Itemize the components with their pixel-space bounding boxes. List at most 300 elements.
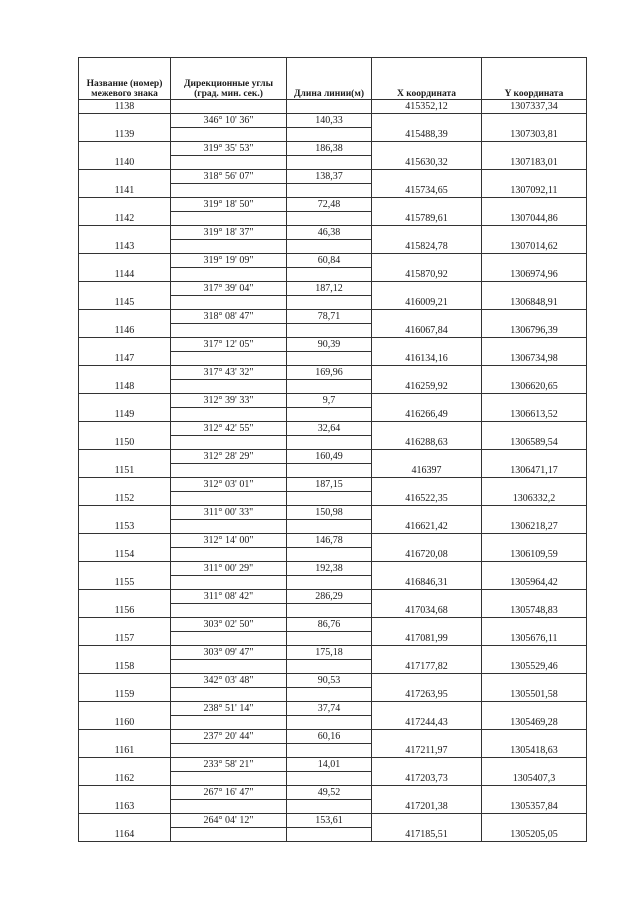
point-name: 1140 bbox=[79, 156, 171, 170]
y-coordinate: 1306620,65 bbox=[482, 380, 587, 394]
x-coordinate bbox=[372, 254, 482, 268]
boundary-point-row bbox=[79, 548, 587, 562]
x-coordinate: 417177,82 bbox=[372, 660, 482, 674]
angle-cell bbox=[171, 828, 287, 842]
y-coordinate bbox=[482, 618, 587, 632]
line-length: 37,74 bbox=[287, 702, 372, 716]
length-cell bbox=[287, 240, 372, 254]
line-length: 90,53 bbox=[287, 674, 372, 688]
direction-angle: 317° 12' 05" bbox=[171, 338, 287, 352]
angle-cell bbox=[171, 184, 287, 198]
x-coordinate bbox=[372, 814, 482, 828]
x-coordinate bbox=[372, 758, 482, 772]
boundary-line-row bbox=[79, 198, 587, 212]
boundary-line-row bbox=[79, 226, 587, 240]
length-cell bbox=[287, 408, 372, 422]
point-name: 1153 bbox=[79, 520, 171, 534]
angle-cell bbox=[171, 800, 287, 814]
direction-angle: 342° 03' 48" bbox=[171, 674, 287, 688]
x-coordinate: 417185,51 bbox=[372, 828, 482, 842]
point-name: 1150 bbox=[79, 436, 171, 450]
boundary-point-row bbox=[79, 520, 587, 534]
length-cell bbox=[287, 548, 372, 562]
y-coordinate bbox=[482, 422, 587, 436]
x-coordinate: 415630,32 bbox=[372, 156, 482, 170]
y-coordinate bbox=[482, 506, 587, 520]
direction-angle: 312° 42' 55" bbox=[171, 422, 287, 436]
point-name bbox=[79, 786, 171, 800]
boundary-point-row bbox=[79, 100, 587, 114]
angle-cell bbox=[171, 128, 287, 142]
x-coordinate: 417081,99 bbox=[372, 632, 482, 646]
x-coordinate: 416288,63 bbox=[372, 436, 482, 450]
point-name: 1151 bbox=[79, 464, 171, 478]
length-cell bbox=[287, 268, 372, 282]
line-length: 187,12 bbox=[287, 282, 372, 296]
x-coordinate bbox=[372, 394, 482, 408]
line-length: 86,76 bbox=[287, 618, 372, 632]
x-coordinate bbox=[372, 114, 482, 128]
point-name bbox=[79, 506, 171, 520]
length-cell bbox=[287, 800, 372, 814]
direction-angle: 319° 18' 50" bbox=[171, 198, 287, 212]
length-cell bbox=[287, 772, 372, 786]
y-coordinate: 1306734,98 bbox=[482, 352, 587, 366]
header-row bbox=[79, 58, 587, 100]
y-coordinate bbox=[482, 338, 587, 352]
y-coordinate bbox=[482, 142, 587, 156]
boundary-point-row bbox=[79, 744, 587, 758]
x-coordinate bbox=[372, 702, 482, 716]
direction-angle: 303° 09' 47" bbox=[171, 646, 287, 660]
boundary-line-row bbox=[79, 422, 587, 436]
x-coordinate: 416009,21 bbox=[372, 296, 482, 310]
length-cell bbox=[287, 744, 372, 758]
angle-cell bbox=[171, 268, 287, 282]
y-coordinate: 1306848,91 bbox=[482, 296, 587, 310]
x-coordinate: 416266,49 bbox=[372, 408, 482, 422]
y-coordinate bbox=[482, 114, 587, 128]
line-length: 146,78 bbox=[287, 534, 372, 548]
point-name: 1157 bbox=[79, 632, 171, 646]
point-name: 1145 bbox=[79, 296, 171, 310]
point-name bbox=[79, 198, 171, 212]
line-length: 150,98 bbox=[287, 506, 372, 520]
line-length: 78,71 bbox=[287, 310, 372, 324]
point-name: 1159 bbox=[79, 688, 171, 702]
x-coordinate: 416067,84 bbox=[372, 324, 482, 338]
y-coordinate: 1306974,96 bbox=[482, 268, 587, 282]
y-coordinate: 1306471,17 bbox=[482, 464, 587, 478]
boundary-line-row bbox=[79, 534, 587, 548]
table-body bbox=[79, 100, 587, 842]
x-coordinate: 415789,61 bbox=[372, 212, 482, 226]
point-name: 1152 bbox=[79, 492, 171, 506]
length-cell bbox=[287, 604, 372, 618]
point-name: 1148 bbox=[79, 380, 171, 394]
direction-angle: 319° 18' 37" bbox=[171, 226, 287, 240]
length-cell bbox=[287, 828, 372, 842]
line-length: 49,52 bbox=[287, 786, 372, 800]
angle-cell bbox=[171, 100, 287, 114]
x-coordinate bbox=[372, 590, 482, 604]
y-coordinate bbox=[482, 478, 587, 492]
direction-angle: 319° 35' 53" bbox=[171, 142, 287, 156]
line-length: 60,84 bbox=[287, 254, 372, 268]
x-coordinate bbox=[372, 786, 482, 800]
boundary-line-row bbox=[79, 646, 587, 660]
x-coordinate: 416522,35 bbox=[372, 492, 482, 506]
direction-angle: 312° 39' 33" bbox=[171, 394, 287, 408]
y-coordinate: 1307337,34 bbox=[482, 100, 587, 114]
boundary-line-row bbox=[79, 786, 587, 800]
boundary-line-row bbox=[79, 590, 587, 604]
y-coordinate bbox=[482, 786, 587, 800]
x-coordinate: 416621,42 bbox=[372, 520, 482, 534]
boundary-line-row bbox=[79, 702, 587, 716]
header-y: Y координата bbox=[482, 58, 587, 100]
y-coordinate bbox=[482, 170, 587, 184]
length-cell bbox=[287, 352, 372, 366]
point-name bbox=[79, 394, 171, 408]
line-length: 153,61 bbox=[287, 814, 372, 828]
point-name bbox=[79, 534, 171, 548]
boundary-point-row bbox=[79, 800, 587, 814]
boundary-point-row bbox=[79, 436, 587, 450]
boundary-point-row bbox=[79, 492, 587, 506]
point-name bbox=[79, 254, 171, 268]
point-name bbox=[79, 674, 171, 688]
line-length: 72,48 bbox=[287, 198, 372, 212]
length-cell bbox=[287, 632, 372, 646]
point-name: 1149 bbox=[79, 408, 171, 422]
boundary-point-row bbox=[79, 380, 587, 394]
length-cell bbox=[287, 716, 372, 730]
direction-angle: 311° 00' 33" bbox=[171, 506, 287, 520]
line-length: 14,01 bbox=[287, 758, 372, 772]
x-coordinate bbox=[372, 366, 482, 380]
direction-angle: 237° 20' 44" bbox=[171, 730, 287, 744]
direction-angle: 233° 58' 21" bbox=[171, 758, 287, 772]
point-name bbox=[79, 702, 171, 716]
x-coordinate bbox=[372, 534, 482, 548]
boundary-line-row bbox=[79, 338, 587, 352]
y-coordinate: 1307183,01 bbox=[482, 156, 587, 170]
y-coordinate bbox=[482, 366, 587, 380]
line-length: 286,29 bbox=[287, 590, 372, 604]
boundary-line-row bbox=[79, 506, 587, 520]
direction-angle: 346° 10' 36" bbox=[171, 114, 287, 128]
y-coordinate: 1306589,54 bbox=[482, 436, 587, 450]
y-coordinate: 1305676,11 bbox=[482, 632, 587, 646]
boundary-point-row bbox=[79, 324, 587, 338]
angle-cell bbox=[171, 380, 287, 394]
point-name: 1139 bbox=[79, 128, 171, 142]
point-name: 1144 bbox=[79, 268, 171, 282]
y-coordinate: 1306796,39 bbox=[482, 324, 587, 338]
angle-cell bbox=[171, 716, 287, 730]
boundary-line-row bbox=[79, 170, 587, 184]
y-coordinate bbox=[482, 450, 587, 464]
direction-angle: 264° 04' 12" bbox=[171, 814, 287, 828]
point-name: 1154 bbox=[79, 548, 171, 562]
y-coordinate bbox=[482, 226, 587, 240]
boundary-line-row bbox=[79, 814, 587, 828]
x-coordinate: 415488,39 bbox=[372, 128, 482, 142]
angle-cell bbox=[171, 492, 287, 506]
y-coordinate bbox=[482, 394, 587, 408]
boundary-line-row bbox=[79, 618, 587, 632]
x-coordinate: 416720,08 bbox=[372, 548, 482, 562]
point-name: 1163 bbox=[79, 800, 171, 814]
x-coordinate bbox=[372, 730, 482, 744]
y-coordinate: 1305407,3 bbox=[482, 772, 587, 786]
y-coordinate: 1305748,83 bbox=[482, 604, 587, 618]
point-name: 1138 bbox=[79, 100, 171, 114]
y-coordinate bbox=[482, 702, 587, 716]
point-name bbox=[79, 422, 171, 436]
point-name bbox=[79, 814, 171, 828]
boundary-line-row bbox=[79, 282, 587, 296]
angle-cell bbox=[171, 156, 287, 170]
line-length: 187,15 bbox=[287, 478, 372, 492]
x-coordinate bbox=[372, 226, 482, 240]
y-coordinate bbox=[482, 562, 587, 576]
boundary-coordinates-table bbox=[78, 57, 587, 842]
boundary-point-row bbox=[79, 128, 587, 142]
point-name: 1160 bbox=[79, 716, 171, 730]
x-coordinate bbox=[372, 618, 482, 632]
x-coordinate: 417244,43 bbox=[372, 716, 482, 730]
point-name: 1158 bbox=[79, 660, 171, 674]
boundary-point-row bbox=[79, 212, 587, 226]
x-coordinate bbox=[372, 646, 482, 660]
direction-angle: 319° 19' 09" bbox=[171, 254, 287, 268]
boundary-point-row bbox=[79, 632, 587, 646]
boundary-line-row bbox=[79, 394, 587, 408]
point-name: 1161 bbox=[79, 744, 171, 758]
line-length: 175,18 bbox=[287, 646, 372, 660]
direction-angle: 317° 39' 04" bbox=[171, 282, 287, 296]
angle-cell bbox=[171, 660, 287, 674]
length-cell bbox=[287, 212, 372, 226]
line-length: 160,49 bbox=[287, 450, 372, 464]
point-name: 1162 bbox=[79, 772, 171, 786]
header-length: Длина линии(м) bbox=[287, 58, 372, 100]
point-name bbox=[79, 730, 171, 744]
boundary-point-row bbox=[79, 268, 587, 282]
point-name: 1155 bbox=[79, 576, 171, 590]
line-length: 192,38 bbox=[287, 562, 372, 576]
point-name: 1156 bbox=[79, 604, 171, 618]
length-cell bbox=[287, 184, 372, 198]
point-name bbox=[79, 618, 171, 632]
direction-angle: 312° 28' 29" bbox=[171, 450, 287, 464]
point-name bbox=[79, 758, 171, 772]
angle-cell bbox=[171, 632, 287, 646]
direction-angle: 312° 03' 01" bbox=[171, 478, 287, 492]
boundary-point-row bbox=[79, 688, 587, 702]
x-coordinate: 417034,68 bbox=[372, 604, 482, 618]
boundary-point-row bbox=[79, 464, 587, 478]
angle-cell bbox=[171, 296, 287, 310]
length-cell bbox=[287, 156, 372, 170]
coordinates-sheet bbox=[78, 57, 586, 842]
point-name bbox=[79, 366, 171, 380]
y-coordinate bbox=[482, 198, 587, 212]
y-coordinate bbox=[482, 730, 587, 744]
line-length: 90,39 bbox=[287, 338, 372, 352]
y-coordinate: 1307303,81 bbox=[482, 128, 587, 142]
line-length: 60,16 bbox=[287, 730, 372, 744]
x-coordinate: 415824,78 bbox=[372, 240, 482, 254]
boundary-point-row bbox=[79, 408, 587, 422]
point-name: 1141 bbox=[79, 184, 171, 198]
direction-angle: 238° 51' 14" bbox=[171, 702, 287, 716]
point-name bbox=[79, 114, 171, 128]
angle-cell bbox=[171, 240, 287, 254]
boundary-line-row bbox=[79, 730, 587, 744]
x-coordinate bbox=[372, 450, 482, 464]
x-coordinate bbox=[372, 310, 482, 324]
y-coordinate: 1305469,28 bbox=[482, 716, 587, 730]
boundary-line-row bbox=[79, 114, 587, 128]
point-name: 1146 bbox=[79, 324, 171, 338]
x-coordinate: 416259,92 bbox=[372, 380, 482, 394]
boundary-line-row bbox=[79, 142, 587, 156]
y-coordinate bbox=[482, 254, 587, 268]
boundary-line-row bbox=[79, 674, 587, 688]
x-coordinate: 417263,95 bbox=[372, 688, 482, 702]
x-coordinate bbox=[372, 170, 482, 184]
y-coordinate: 1305964,42 bbox=[482, 576, 587, 590]
line-length: 140,33 bbox=[287, 114, 372, 128]
length-cell bbox=[287, 492, 372, 506]
point-name bbox=[79, 142, 171, 156]
angle-cell bbox=[171, 604, 287, 618]
y-coordinate bbox=[482, 646, 587, 660]
x-coordinate: 415870,92 bbox=[372, 268, 482, 282]
x-coordinate bbox=[372, 478, 482, 492]
header-angle: Дирекционные углы (град. мин. сек.) bbox=[171, 58, 287, 100]
point-name bbox=[79, 478, 171, 492]
point-name: 1142 bbox=[79, 212, 171, 226]
y-coordinate: 1305501,58 bbox=[482, 688, 587, 702]
direction-angle: 311° 00' 29" bbox=[171, 562, 287, 576]
x-coordinate bbox=[372, 506, 482, 520]
y-coordinate: 1305205,05 bbox=[482, 828, 587, 842]
x-coordinate bbox=[372, 198, 482, 212]
y-coordinate bbox=[482, 758, 587, 772]
y-coordinate: 1305357,84 bbox=[482, 800, 587, 814]
x-coordinate: 416846,31 bbox=[372, 576, 482, 590]
length-cell bbox=[287, 436, 372, 450]
direction-angle: 267° 16' 47" bbox=[171, 786, 287, 800]
boundary-line-row bbox=[79, 366, 587, 380]
point-name bbox=[79, 590, 171, 604]
line-length: 32,64 bbox=[287, 422, 372, 436]
point-name bbox=[79, 226, 171, 240]
direction-angle: 318° 56' 07" bbox=[171, 170, 287, 184]
y-coordinate bbox=[482, 534, 587, 548]
boundary-line-row bbox=[79, 310, 587, 324]
boundary-line-row bbox=[79, 450, 587, 464]
point-name bbox=[79, 282, 171, 296]
boundary-point-row bbox=[79, 716, 587, 730]
y-coordinate: 1305418,63 bbox=[482, 744, 587, 758]
y-coordinate: 1307092,11 bbox=[482, 184, 587, 198]
angle-cell bbox=[171, 352, 287, 366]
line-length: 169,96 bbox=[287, 366, 372, 380]
boundary-point-row bbox=[79, 576, 587, 590]
x-coordinate: 416397 bbox=[372, 464, 482, 478]
direction-angle: 318° 08' 47" bbox=[171, 310, 287, 324]
boundary-point-row bbox=[79, 772, 587, 786]
point-name bbox=[79, 170, 171, 184]
angle-cell bbox=[171, 324, 287, 338]
y-coordinate: 1307044,86 bbox=[482, 212, 587, 226]
point-name: 1164 bbox=[79, 828, 171, 842]
y-coordinate bbox=[482, 590, 587, 604]
x-coordinate: 415352,12 bbox=[372, 100, 482, 114]
point-name bbox=[79, 338, 171, 352]
boundary-line-row bbox=[79, 562, 587, 576]
boundary-point-row bbox=[79, 184, 587, 198]
boundary-point-row bbox=[79, 156, 587, 170]
y-coordinate: 1306109,59 bbox=[482, 548, 587, 562]
line-length: 138,37 bbox=[287, 170, 372, 184]
boundary-point-row bbox=[79, 660, 587, 674]
angle-cell bbox=[171, 520, 287, 534]
x-coordinate bbox=[372, 422, 482, 436]
angle-cell bbox=[171, 688, 287, 702]
header-x: X координата bbox=[372, 58, 482, 100]
direction-angle: 317° 43' 32" bbox=[171, 366, 287, 380]
length-cell bbox=[287, 128, 372, 142]
angle-cell bbox=[171, 212, 287, 226]
x-coordinate bbox=[372, 282, 482, 296]
angle-cell bbox=[171, 464, 287, 478]
angle-cell bbox=[171, 576, 287, 590]
table-header bbox=[79, 58, 587, 100]
boundary-point-row bbox=[79, 296, 587, 310]
y-coordinate: 1306218,27 bbox=[482, 520, 587, 534]
length-cell bbox=[287, 296, 372, 310]
boundary-line-row bbox=[79, 254, 587, 268]
point-name: 1147 bbox=[79, 352, 171, 366]
line-length: 9,7 bbox=[287, 394, 372, 408]
angle-cell bbox=[171, 772, 287, 786]
direction-angle: 311° 08' 42" bbox=[171, 590, 287, 604]
header-name: Название (номер) межевого знака bbox=[79, 58, 171, 100]
x-coordinate bbox=[372, 142, 482, 156]
y-coordinate: 1307014,62 bbox=[482, 240, 587, 254]
length-cell bbox=[287, 324, 372, 338]
x-coordinate: 417201,38 bbox=[372, 800, 482, 814]
point-name bbox=[79, 562, 171, 576]
line-length: 186,38 bbox=[287, 142, 372, 156]
length-cell bbox=[287, 660, 372, 674]
line-length: 46,38 bbox=[287, 226, 372, 240]
angle-cell bbox=[171, 436, 287, 450]
boundary-point-row bbox=[79, 240, 587, 254]
point-name bbox=[79, 450, 171, 464]
x-coordinate bbox=[372, 674, 482, 688]
length-cell bbox=[287, 380, 372, 394]
length-cell bbox=[287, 520, 372, 534]
length-cell bbox=[287, 576, 372, 590]
y-coordinate bbox=[482, 814, 587, 828]
